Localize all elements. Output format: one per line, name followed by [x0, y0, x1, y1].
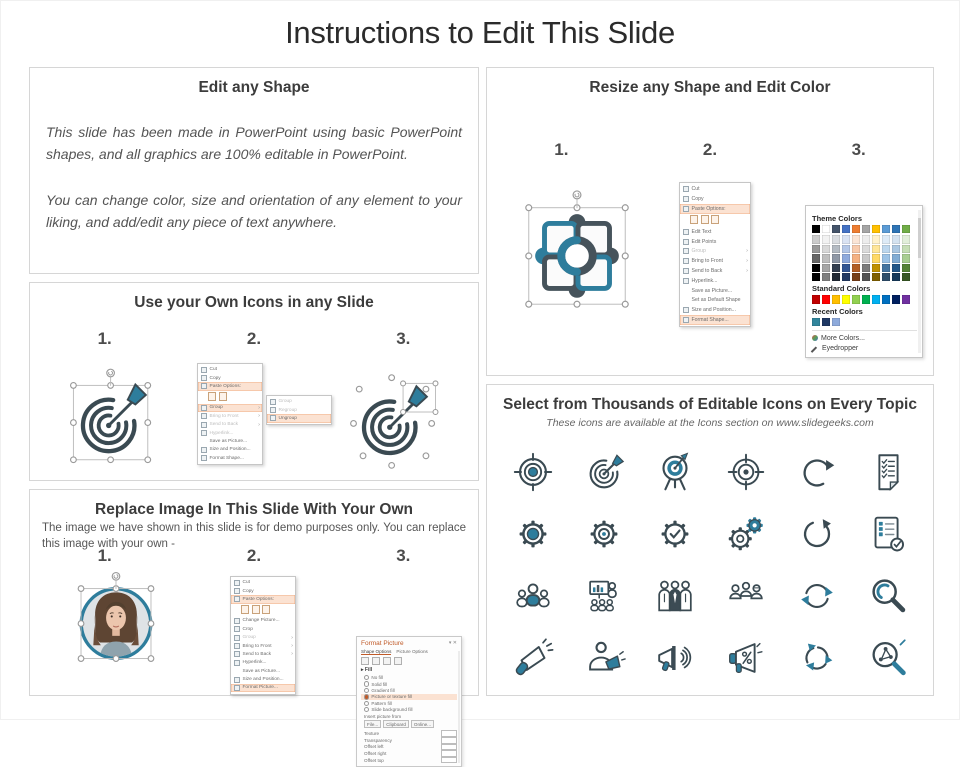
menu-item-icon [234, 643, 240, 649]
theme-color-variant-swatch[interactable] [872, 245, 880, 253]
menu-item-send-to-back[interactable]: Send to Back › [231, 650, 295, 658]
step-number-3: 3. [329, 546, 478, 566]
theme-colors-label: Theme Colors [812, 214, 917, 223]
promo-megaphone-icon [723, 635, 769, 681]
menu-item-icon [683, 307, 689, 313]
gear-solid-icon [510, 511, 556, 557]
menu-item-icon [201, 447, 207, 453]
menu-item-icon [683, 206, 689, 212]
panel-replace-image-title: Replace Image In This Slide With Your Own [38, 501, 470, 519]
standard-color-swatch[interactable] [812, 295, 820, 303]
step-number-2: 2. [636, 140, 785, 160]
theme-color-variant-swatch[interactable] [822, 235, 830, 243]
insert-source-button[interactable]: Clipboard [383, 720, 409, 728]
theme-color-variant-swatch[interactable] [842, 273, 850, 281]
standard-colors-label: Standard Colors [812, 284, 917, 293]
theme-color-variant-swatch[interactable] [902, 254, 910, 262]
menu-item-bring-to-front[interactable]: Bring to Front › [231, 642, 295, 650]
pane-category-icon[interactable] [372, 657, 380, 665]
menu-item-edit-text[interactable]: Edit Text [680, 227, 750, 237]
menu-item-icon [201, 367, 207, 373]
theme-color-variant-swatch[interactable] [862, 245, 870, 253]
menu-item-icon [201, 430, 207, 436]
pane-tab-1[interactable]: Picture Options [396, 649, 427, 655]
panel-resize-color-title: Resize any Shape and Edit Color [495, 79, 925, 97]
panel-replace-image [29, 489, 479, 696]
standard-color-swatch[interactable] [822, 295, 830, 303]
gear-core-icon [581, 511, 627, 557]
fill-option[interactable]: Gradient fill [361, 687, 457, 693]
step-number-2: 2. [179, 546, 328, 566]
theme-color-variant-swatch[interactable] [822, 264, 830, 272]
theme-color-variant-swatch[interactable] [892, 273, 900, 281]
step-number-3: 3. [784, 140, 933, 160]
people-profiles-icon [723, 573, 769, 619]
theme-color-variant-swatch[interactable] [882, 235, 890, 243]
theme-color-variant-swatch[interactable] [832, 235, 840, 243]
theme-color-swatch[interactable] [882, 225, 890, 233]
paste-option-icon[interactable] [690, 215, 698, 224]
theme-color-variant-swatch[interactable] [902, 264, 910, 272]
search-share-icon [865, 635, 911, 681]
theme-color-variant-swatch[interactable] [902, 273, 910, 281]
menu-item-group[interactable]: Group › [231, 633, 295, 641]
refresh-arrow-icon [794, 511, 840, 557]
theme-color-variant-swatch[interactable] [852, 264, 860, 272]
menu-item-format-shape[interactable]: Format Shape... [198, 454, 262, 462]
standard-color-swatch[interactable] [902, 295, 910, 303]
theme-color-variant-swatch[interactable] [852, 235, 860, 243]
menu-item-icon [201, 413, 207, 419]
target-crosshair-icon [510, 449, 556, 495]
theme-color-variant-swatch[interactable] [812, 235, 820, 243]
selected-portrait-image-art [64, 554, 168, 683]
eyedropper-item[interactable]: Eyedropper [812, 343, 917, 353]
menu-item-icon [234, 588, 240, 594]
standard-color-swatch[interactable] [852, 295, 860, 303]
menu-item-icon [201, 405, 207, 411]
double-gear-icon [723, 511, 769, 557]
menu-item-icon [683, 239, 689, 245]
eyedropper-icon [812, 345, 819, 352]
step-number-1: 1. [30, 546, 179, 566]
menu-item-icon [683, 278, 689, 284]
pane-setting-row[interactable]: Transparency [361, 737, 457, 744]
theme-color-swatch[interactable] [832, 225, 840, 233]
dartboard-stand-icon [652, 449, 698, 495]
panel-edit-shape-title: Edit any Shape [38, 79, 470, 97]
theme-color-variant-swatch[interactable] [852, 254, 860, 262]
theme-color-variant-swatch[interactable] [882, 254, 890, 262]
paste-option-icon[interactable] [711, 215, 719, 224]
menu-item-cut[interactable]: Cut [680, 185, 750, 195]
recent-colors-label: Recent Colors [812, 307, 917, 316]
theme-color-variant-swatch[interactable] [892, 245, 900, 253]
theme-color-variant-swatch[interactable] [862, 235, 870, 243]
theme-color-variant-swatch[interactable] [872, 235, 880, 243]
menu-item-set-as-default-shape[interactable]: Set as Default Shape [680, 295, 750, 305]
menu-item-crop[interactable]: Crop [231, 625, 295, 633]
menu-item-icon [234, 660, 240, 666]
paste-option-icon[interactable] [219, 392, 227, 401]
menu-item-send-to-back[interactable]: Send to Back › [680, 266, 750, 276]
theme-color-swatch[interactable] [892, 225, 900, 233]
menu-item-icon [201, 383, 207, 389]
menu-item-size-and-position[interactable]: Size and Position... [231, 675, 295, 683]
menu-item-copy[interactable]: Copy [680, 194, 750, 204]
theme-color-swatch[interactable] [872, 225, 880, 233]
menu-item-group[interactable]: Group › [198, 404, 262, 412]
theme-color-swatch[interactable] [812, 225, 820, 233]
pane-category-icon[interactable] [394, 657, 402, 665]
theme-color-variant-swatch[interactable] [872, 273, 880, 281]
theme-color-variant-swatch[interactable] [862, 254, 870, 262]
pane-setting-row[interactable]: Texture [361, 730, 457, 737]
steps-row [487, 140, 933, 160]
menu-item-icon [683, 196, 689, 202]
replace-image-subtitle: The image we have shown in this slide is for demo purposes only. You can replace this image with your own - [42, 521, 466, 552]
picture-context-menu [230, 576, 296, 695]
menu-item-icon [234, 651, 240, 657]
theme-color-variant-swatch[interactable] [882, 264, 890, 272]
color-picker-dropdown [805, 205, 923, 358]
dartboard-arrow-icon [581, 449, 627, 495]
panel-own-icons-title: Use your Own Icons in any Slide [38, 294, 470, 312]
paste-option-icon[interactable] [241, 605, 249, 614]
theme-color-variant-swatch[interactable] [902, 235, 910, 243]
menu-item-icon [201, 422, 207, 428]
standard-color-swatch[interactable] [862, 295, 870, 303]
fill-option[interactable]: No fill [361, 675, 457, 681]
menu-item-icon [683, 229, 689, 235]
menu-item-paste-options[interactable]: Paste Options: [680, 204, 750, 214]
menu-item-icon [683, 258, 689, 264]
paste-option-icon[interactable] [701, 215, 709, 224]
task-check-icon [865, 511, 911, 557]
theme-color-variant-swatch[interactable] [892, 264, 900, 272]
theme-color-variant-swatch[interactable] [862, 273, 870, 281]
team-group-icon [510, 573, 556, 619]
menu-item-size-and-position[interactable]: Size and Position... [680, 305, 750, 315]
panel-use-own-icons [29, 282, 479, 481]
pane-scrollbar[interactable] [458, 651, 460, 763]
theme-color-swatch[interactable] [852, 225, 860, 233]
pane-tab-0[interactable]: Shape Options [361, 649, 391, 655]
editable-icons-grid [497, 441, 923, 689]
pane-close-icon[interactable]: ▾ ✕ [449, 640, 457, 647]
fill-option[interactable]: Picture or texture fill [361, 694, 457, 700]
crosshair-dot-icon [723, 449, 769, 495]
theme-color-variant-swatch[interactable] [842, 235, 850, 243]
theme-color-variant-swatch[interactable] [852, 245, 860, 253]
standard-color-swatch[interactable] [892, 295, 900, 303]
theme-color-variant-swatch[interactable] [832, 264, 840, 272]
standard-color-swatch[interactable] [832, 295, 840, 303]
step-number-3: 3. [329, 329, 478, 349]
menu-item-icon [683, 268, 689, 274]
theme-color-swatch[interactable] [842, 225, 850, 233]
paste-options-row[interactable] [198, 391, 262, 404]
menu-item-icon [234, 618, 240, 624]
theme-color-variant-swatch[interactable] [892, 254, 900, 262]
theme-color-variant-swatch[interactable] [812, 273, 820, 281]
steps-row [30, 329, 478, 349]
standard-color-swatch[interactable] [882, 295, 890, 303]
panel-resize-edit-color [486, 67, 934, 376]
presentation-icon [581, 573, 627, 619]
menu-item-edit-points[interactable]: Edit Points [680, 237, 750, 247]
paste-option-icon[interactable] [252, 605, 260, 614]
menu-item-paste-options[interactable]: Paste Options: [198, 382, 262, 390]
redo-arrow-icon [794, 449, 840, 495]
group-submenu [266, 395, 332, 425]
recent-color-swatch[interactable] [832, 318, 840, 326]
paste-options-row[interactable] [680, 214, 750, 227]
menu-item-icon [201, 455, 207, 461]
theme-color-variant-swatch[interactable] [812, 254, 820, 262]
checklist-doc-icon [865, 449, 911, 495]
insert-picture-label: Insert picture from [361, 714, 457, 719]
menu-item-cut[interactable]: Cut [231, 579, 295, 587]
menu-item-regroup[interactable]: Regroup [267, 406, 331, 414]
theme-color-variant-swatch[interactable] [822, 254, 830, 262]
menu-item-hyperlink[interactable]: Hyperlink... [198, 429, 262, 437]
menu-item-icon [234, 626, 240, 632]
megaphone-icon [510, 635, 556, 681]
theme-color-variant-swatch[interactable] [812, 264, 820, 272]
paste-option-icon[interactable] [208, 392, 216, 401]
standard-color-swatch[interactable] [842, 295, 850, 303]
announcer-icon [581, 635, 627, 681]
theme-color-swatch[interactable] [822, 225, 830, 233]
theme-color-variant-swatch[interactable] [832, 254, 840, 262]
menu-item-copy[interactable]: Copy [231, 587, 295, 595]
menu-item-group[interactable]: Group › [680, 246, 750, 256]
insert-source-button[interactable]: File... [364, 720, 381, 728]
theme-color-variant-swatch[interactable] [812, 245, 820, 253]
menu-item-icon [234, 677, 240, 683]
ungrouped-target-icon-art [342, 351, 447, 478]
fill-option[interactable]: Solid fill [361, 681, 457, 687]
fill-section-header[interactable]: ▸ Fill [361, 667, 457, 673]
theme-color-variant-swatch[interactable] [832, 245, 840, 253]
format-picture-title: Format Picture [361, 640, 404, 647]
paste-option-icon[interactable] [262, 605, 270, 614]
menu-item-save-as-picture[interactable]: Save as Picture... [680, 286, 750, 296]
gear-check-icon [652, 511, 698, 557]
menu-item-icon [683, 248, 689, 254]
menu-item-icon [270, 399, 276, 405]
pane-setting-row[interactable]: Offset right [361, 750, 457, 757]
menu-item-icon [683, 186, 689, 192]
menu-item-copy[interactable]: Copy [198, 374, 262, 382]
menu-item-icon [234, 685, 240, 691]
menu-item-format-picture[interactable]: Format Picture... [231, 684, 295, 692]
paste-options-row[interactable] [231, 604, 295, 617]
menu-item-hyperlink[interactable]: Hyperlink... [231, 659, 295, 667]
selected-puzzle-shape-art [513, 174, 641, 337]
theme-color-variant-swatch[interactable] [902, 245, 910, 253]
menu-item-change-picture[interactable]: Change Picture... [231, 617, 295, 625]
insert-source-button[interactable]: Online... [411, 720, 434, 728]
edit-shape-paragraph-2: You can change color, size and orientation of any element to your liking, and add/edit any piece of text anywhere. [46, 190, 462, 233]
menu-item-icon [270, 407, 276, 413]
recent-color-swatch[interactable] [812, 318, 820, 326]
step-number-1: 1. [487, 140, 636, 160]
fill-option[interactable]: Pattern fill [361, 700, 457, 706]
context-menu-group [197, 363, 263, 465]
theme-color-variant-swatch[interactable] [872, 254, 880, 262]
color-wheel-icon [812, 335, 818, 341]
menu-item-icon [201, 375, 207, 381]
theme-color-variant-swatch[interactable] [882, 245, 890, 253]
menu-item-group[interactable]: Group [267, 398, 331, 406]
menu-item-bring-to-front[interactable]: Bring to Front › [198, 412, 262, 420]
theme-color-variant-swatch[interactable] [892, 235, 900, 243]
pane-setting-row[interactable]: Offset left [361, 744, 457, 751]
theme-color-swatch[interactable] [862, 225, 870, 233]
slide-title: Instructions to Edit This Slide [1, 15, 959, 51]
theme-color-variant-swatch[interactable] [842, 245, 850, 253]
sync-arrows-icon [794, 573, 840, 619]
cycle-arrows-icon [794, 635, 840, 681]
menu-item-send-to-back[interactable]: Send to Back › [198, 420, 262, 428]
pane-category-icon[interactable] [361, 657, 369, 665]
search-icon [865, 573, 911, 619]
menu-item-ungroup[interactable]: Ungroup [267, 414, 331, 422]
menu-item-save-as-picture[interactable]: Save as Picture... [198, 437, 262, 445]
theme-color-variant-swatch[interactable] [842, 264, 850, 272]
team-standing-icon [652, 573, 698, 619]
theme-color-variant-swatch[interactable] [862, 264, 870, 272]
menu-item-icon [270, 415, 276, 421]
menu-item-icon [234, 596, 240, 602]
more-colors-item[interactable]: More Colors... [812, 333, 917, 343]
recent-color-swatch[interactable] [822, 318, 830, 326]
theme-color-variant-swatch[interactable] [852, 273, 860, 281]
theme-color-variant-swatch[interactable] [832, 273, 840, 281]
palette-scrollbar[interactable] [918, 210, 921, 353]
menu-item-format-shape[interactable]: Format Shape... [680, 315, 750, 325]
edit-shape-paragraph-1: This slide has been made in PowerPoint using basic PowerPoint shapes, and all graphics are 100% editable in PowerPoint. [46, 122, 462, 165]
panel-edit-any-shape [29, 67, 479, 274]
megaphone-waves-icon [652, 635, 698, 681]
menu-item-save-as-picture[interactable]: Save as Picture... [231, 667, 295, 675]
pane-setting-row[interactable]: Offset top [361, 757, 457, 764]
menu-item-size-and-position[interactable]: Size and Position... [198, 446, 262, 454]
pane-category-icon[interactable] [383, 657, 391, 665]
theme-color-variant-swatch[interactable] [882, 273, 890, 281]
theme-color-swatch[interactable] [902, 225, 910, 233]
panel-icons-title: Select from Thousands of Editable Icons on Every Topic [495, 396, 925, 414]
fill-option[interactable]: Slide background fill [361, 706, 457, 712]
menu-item-icon [683, 317, 689, 323]
standard-color-swatch[interactable] [872, 295, 880, 303]
menu-item-paste-options[interactable]: Paste Options: [231, 595, 295, 603]
menu-item-icon [234, 580, 240, 586]
menu-item-hyperlink[interactable]: Hyperlink... [680, 276, 750, 286]
menu-item-cut[interactable]: Cut [198, 366, 262, 374]
shape-context-menu [679, 182, 751, 327]
menu-item-icon [234, 635, 240, 641]
menu-item-bring-to-front[interactable]: Bring to Front › [680, 256, 750, 266]
step-number-2: 2. [179, 329, 328, 349]
theme-color-variant-swatch[interactable] [822, 245, 830, 253]
step-number-1: 1. [30, 329, 179, 349]
format-picture-pane [356, 636, 462, 767]
theme-color-variant-swatch[interactable] [822, 273, 830, 281]
panel-editable-icons [486, 384, 934, 696]
selected-target-icon-art [60, 353, 165, 480]
theme-color-variant-swatch[interactable] [842, 254, 850, 262]
theme-color-variant-swatch[interactable] [872, 264, 880, 272]
icons-subtitle: These icons are available at the Icons section on www.slidegeeks.com [497, 417, 923, 429]
